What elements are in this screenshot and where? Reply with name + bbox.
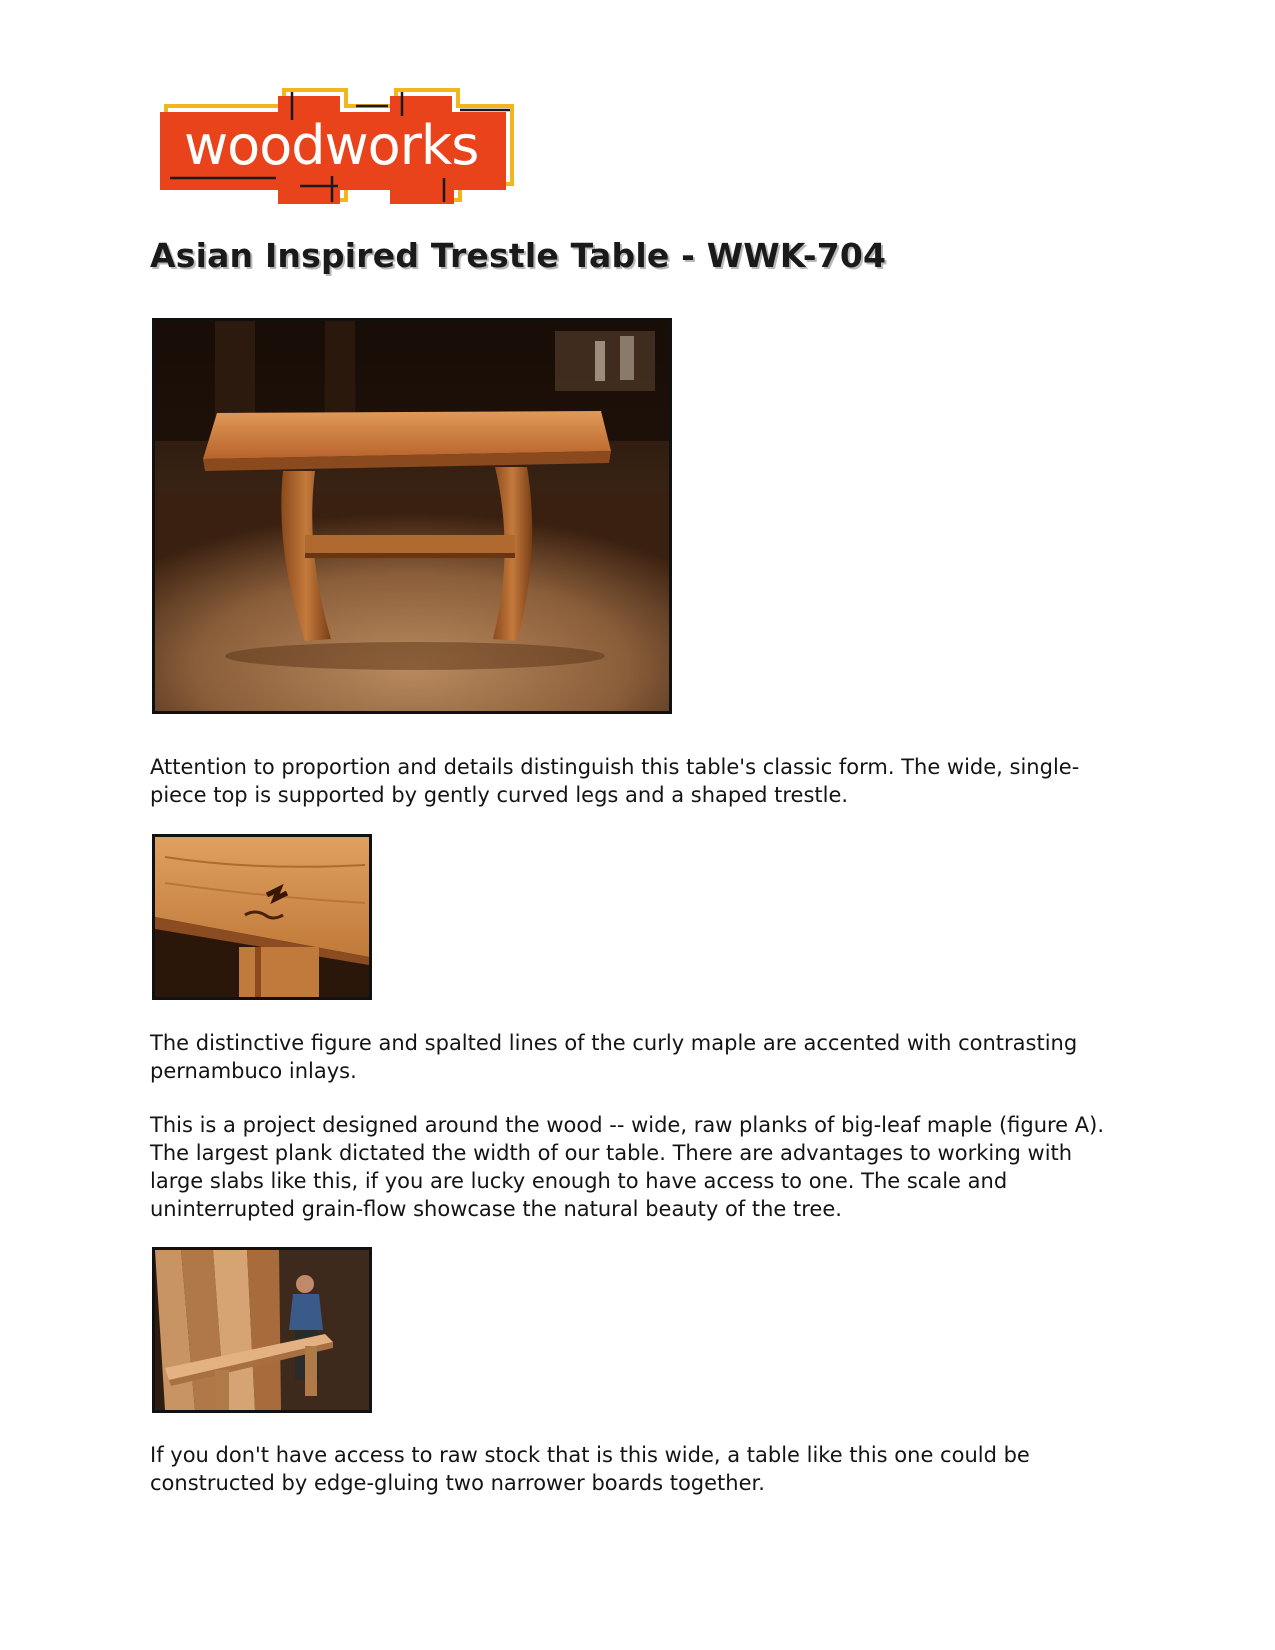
maple-planks-image: [152, 1247, 372, 1413]
wood-paragraph: This is a project designed around the wood -- wide, raw planks of big-leaf maple (figure A). The largest plank dictated the width of our table. There are advantages to working with large slabs like this, if you are lucky enough to have access to one. The scale and uninterrupted grain-flow showcase the natural beauty of the tree.: [150, 1113, 1105, 1221]
logo-graphic: [160, 86, 534, 206]
page-title: Asian Inspired Trestle Table - WWK-704: [150, 236, 887, 275]
inlay-paragraph: The distinctive figure and spalted lines of the curly maple are accented with contrasting pernambuco inlays.: [150, 1031, 1078, 1083]
finished-table-image: [152, 318, 672, 714]
woodworks-logo: [160, 86, 534, 206]
alternative-paragraph: If you don't have access to raw stock that is this wide, a table like this one could be constructed by edge-gluing two narrower boards together.: [150, 1443, 1030, 1495]
inlay-illustration: [155, 837, 369, 997]
logo-wordmark: woodworks: [184, 114, 479, 177]
table-illustration: [155, 321, 669, 711]
inlay-closeup-image: [152, 834, 372, 1000]
intro-paragraph: Attention to proportion and details distinguish this table's classic form. The wide, single-piece top is supported by gently curved legs and a shaped trestle.: [150, 755, 1080, 807]
planks-illustration: [155, 1250, 369, 1410]
